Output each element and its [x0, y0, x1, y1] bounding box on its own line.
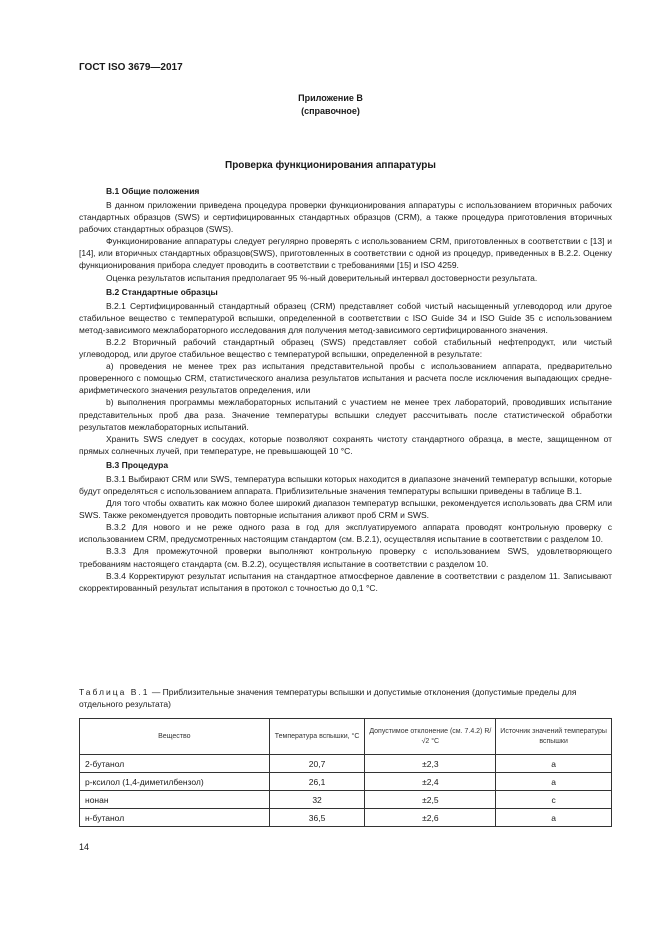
- paragraph: В.3.3 Для промежуточной проверки выполняют контрольную проверку с использованием SWS, удовлетворяющего требованиям настоящего стандарта (см. В.2.2), осуществляя испытание в соответствии с разделом 10.: [79, 546, 612, 569]
- annex-subtitle: (справочное): [301, 106, 360, 116]
- cell-substance: н-бутанол: [80, 809, 270, 827]
- cell-substance: р-ксилол (1,4-диметилбензол): [80, 773, 270, 791]
- annex-title: Приложение В: [298, 93, 363, 103]
- section-title: Проверка функционирования аппаратуры: [225, 160, 436, 171]
- cell-substance: нонан: [80, 791, 270, 809]
- table-row: [80, 791, 612, 809]
- cell-flash-point: 32: [269, 791, 365, 809]
- paragraph: Функционирование аппаратуры следует регулярно проверять с использованием CRM, приготовленных в соответствии с [13] и [14], или вторичных стандартных образцов(SWS), приготовленных в соответствии с одной из процедур, приведенных в В.2.2. Оценку функционирования прибора следует проводить в соответствии с требованиями [15] и ISO 4259.: [79, 236, 612, 271]
- page-number: 14: [79, 842, 90, 852]
- flash-point-table: [79, 718, 612, 827]
- paragraph: Хранить SWS следует в сосудах, которые позволяют сохранять чистоту стандартного образца, в месте, защищенном от прямых солнечных лучей, при температуре, не превышающей 10 °С.: [79, 433, 612, 456]
- section-heading: В.3 Процедура: [106, 459, 169, 470]
- cell-substance: 2-бутанол: [80, 755, 270, 773]
- table-row: [80, 773, 612, 791]
- paragraph: В.2.2 Вторичный рабочий стандартный образец (SWS) представляет собой стабильный нефтепродукт, или чистый углеводород, или другое стабильное вещество с температурой вспышки, определенной в результате:: [79, 336, 612, 360]
- paragraph: Оценка результатов испытания предполагает 95 %-ный доверительный интервал достоверности результата.: [106, 272, 538, 283]
- section-heading: В.2 Стандартные образцы: [106, 286, 218, 297]
- table-header-row: [80, 719, 612, 755]
- paragraph: В.3.2 Для нового и не реже одного раза в год для эксплуатируемого аппарата проводят контрольную проверку с использованием CRM, предусмотренных настоящим стандартом (см. В.2.1), осуществляя испытание в соответствии с разделом 10.: [79, 522, 612, 545]
- cell-tolerance: ±2,4: [365, 773, 496, 791]
- cell-tolerance: ±2,6: [365, 809, 496, 827]
- paragraph: В.3.1 Выбирают CRM или SWS, температура вспышки которых находится в диапазоне значений температур вспышки, которые будут определяться с использованием аппарата. Приблизительные значения температуры вспышки приведены в таблице В.1.: [79, 473, 612, 496]
- table-caption-text: — Приблизительные значения температуры вспышки и допустимые отклонения (допустимые пределы для отдельного результата): [79, 687, 577, 709]
- table-caption-label: Таблица В.1: [79, 687, 150, 697]
- document-header: ГОСТ ISO 3679—2017: [79, 62, 183, 73]
- paragraph: В.3.4 Корректируют результат испытания на стандартное атмосферное давление в соответствии с разделом 11. Записывают скорректированный результат испытания в протокол с точностью до 0,1 °С.: [79, 570, 612, 593]
- col-header-substance: Вещество: [80, 719, 270, 755]
- paragraph: b) выполнения программы межлабораторных испытаний с участием не менее трех лабораторий, проводивших испытание представительных проб два раза. Значение температуры вспышки следует рассчитывать после статистической обработки результатов межлабораторных испытаний.: [79, 397, 612, 432]
- cell-flash-point: 36,5: [269, 809, 365, 827]
- paragraph: Для того чтобы охватить как можно более широкий диапазон температур вспышки, рекомендуется использовать два CRM или SWS. Также рекомендуется проводить повторные испытания аликвот проб CRM и SWS.: [79, 498, 612, 521]
- table-caption: [79, 686, 612, 710]
- document-body: [79, 183, 612, 594]
- section-heading: В.1 Общие положения: [106, 186, 200, 196]
- table-row: [80, 809, 612, 827]
- col-header-flash-point: Температура вспышки, °С: [269, 719, 365, 755]
- cell-flash-point: 20,7: [269, 755, 365, 773]
- paragraph: В.2.1 Сертифицированный стандартный образец (CRM) представляет собой чистый насыщенный углеводород или другое стабильное вещество с температурой вспышки, определенной в соответствии с ISO Guide 34 и ISO Guide 35 с использованием метод-зависимого межлабораторного исследования для получения метод-зависимого сертифицированного значения.: [79, 300, 612, 335]
- col-header-tolerance: Допустимое отклонение (см. 7.4.2) R/√2 °С: [365, 719, 496, 755]
- col-header-source: Источник значений температуры вспышки: [496, 719, 612, 755]
- paragraph: В данном приложении приведена процедура проверки функционирования аппаратуры с использованием вторичных рабочих стандартных образцов (SWS) и сертифицированных стандартных образцов (CRM), а также процедура приготовления вторичных рабочих стандартных образцов (SWS).: [79, 200, 612, 235]
- paragraph: а) проведения не менее трех раз испытания представительной пробы с использованием аппарата, предварительно проверенного с помощью CRM, статистического анализа результатов испытания и расчета после исключения выпадающих среднеарифметического значения результатов определения, или: [79, 361, 612, 396]
- cell-source: a: [496, 755, 612, 773]
- cell-tolerance: ±2,3: [365, 755, 496, 773]
- cell-source: a: [496, 809, 612, 827]
- cell-flash-point: 26,1: [269, 773, 365, 791]
- table-row: [80, 755, 612, 773]
- cell-source: a: [496, 773, 612, 791]
- cell-tolerance: ±2,5: [365, 791, 496, 809]
- cell-source: c: [496, 791, 612, 809]
